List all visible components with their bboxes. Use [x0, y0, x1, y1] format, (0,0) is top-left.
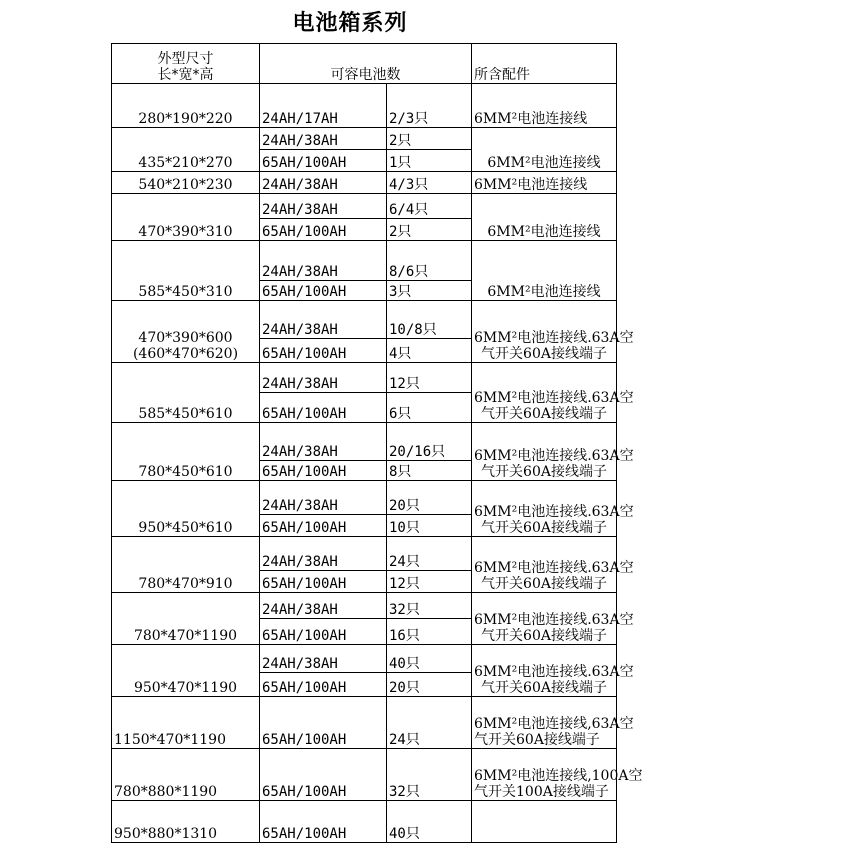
battery-qty-cell: 1只	[387, 150, 472, 172]
battery-type-cell: 24AH/38AH	[260, 301, 387, 339]
table-row	[112, 241, 617, 281]
battery-type-cell: 24AH/38AH	[260, 537, 387, 571]
accessories-cell: 6MM²电池连接线	[472, 84, 617, 128]
battery-qty-cell: 12只	[387, 571, 472, 593]
battery-type-cell: 65AH/100AH	[260, 619, 387, 645]
battery-type-cell: 24AH/38AH	[260, 241, 387, 281]
battery-qty-cell: 6/4只	[387, 194, 472, 219]
table-row	[112, 481, 617, 515]
battery-qty-cell: 3只	[387, 281, 472, 301]
battery-type-cell: 65AH/100AH	[260, 673, 387, 697]
battery-qty-cell: 4/3只	[387, 172, 472, 194]
battery-qty-cell: 20只	[387, 481, 472, 515]
battery-type-cell: 24AH/38AH	[260, 172, 387, 194]
battery-qty-cell: 8只	[387, 461, 472, 481]
battery-qty-cell: 10只	[387, 515, 472, 537]
accessories-cell: 6MM²电池连接线	[472, 172, 617, 194]
size-cell: 950*880*1310	[112, 801, 260, 843]
header-capacity: 可容电池数	[260, 44, 472, 84]
size-cell: 780*880*1190	[112, 749, 260, 801]
size-cell: 950*450*610	[112, 481, 260, 537]
size-cell: 540*210*230	[112, 172, 260, 194]
size-cell: 470*390*600 (460*470*620)	[112, 301, 260, 363]
battery-box-table	[111, 43, 643, 843]
battery-type-cell: 65AH/100AH	[260, 393, 387, 423]
battery-type-cell: 24AH/38AH	[260, 645, 387, 673]
battery-qty-cell: 40只	[387, 801, 472, 843]
battery-type-cell: 24AH/38AH	[260, 363, 387, 393]
table-row	[112, 172, 617, 194]
battery-qty-cell: 32只	[387, 749, 472, 801]
battery-qty-cell: 16只	[387, 619, 472, 645]
battery-qty-cell: 2只	[387, 128, 472, 150]
size-cell: 780*450*610	[112, 423, 260, 481]
table-row	[112, 84, 617, 128]
table-row	[112, 801, 617, 843]
size-cell: 1150*470*1190	[112, 697, 260, 749]
battery-qty-cell: 20/16只	[387, 423, 472, 461]
battery-type-cell: 24AH/38AH	[260, 128, 387, 150]
header-size: 外型尺寸 长*宽*高	[112, 44, 260, 84]
table-row	[112, 697, 617, 749]
accessories-cell	[472, 801, 617, 843]
size-cell: 435*210*270	[112, 128, 260, 172]
table-row	[112, 194, 617, 219]
accessories-cell: 6MM²电池连接线.63A空 气开关60A接线端子	[472, 537, 617, 593]
battery-type-cell: 65AH/100AH	[260, 281, 387, 301]
size-cell: 950*470*1190	[112, 645, 260, 697]
accessories-cell: 6MM²电池连接线	[472, 194, 617, 241]
size-cell: 585*450*310	[112, 241, 260, 301]
battery-type-cell: 65AH/100AH	[260, 697, 387, 749]
table-row	[112, 537, 617, 571]
accessories-cell: 6MM²电池连接线	[472, 241, 617, 301]
accessories-cell: 6MM²电池连接线.63A空 气开关60A接线端子	[472, 481, 617, 537]
battery-qty-cell: 8/6只	[387, 241, 472, 281]
accessories-cell: 6MM²电池连接线.63A空 气开关60A接线端子	[472, 423, 617, 481]
battery-type-cell: 24AH/38AH	[260, 593, 387, 619]
battery-qty-cell: 20只	[387, 673, 472, 697]
accessories-cell: 6MM²电池连接线,63A空 气开关60A接线端子	[472, 697, 617, 749]
battery-type-cell: 65AH/100AH	[260, 461, 387, 481]
accessories-cell: 6MM²电池连接线.63A空 气开关60A接线端子	[472, 301, 617, 363]
accessories-cell: 6MM²电池连接线,100A空 气开关100A接线端子	[472, 749, 617, 801]
table-row	[112, 593, 617, 619]
accessories-cell: 6MM²电池连接线.63A空 气开关60A接线端子	[472, 645, 617, 697]
table-row	[112, 301, 617, 339]
battery-qty-cell: 24只	[387, 537, 472, 571]
accessories-cell: 6MM²电池连接线.63A空 气开关60A接线端子	[472, 363, 617, 423]
page-title: 电池箱系列	[292, 11, 408, 36]
size-cell: 780*470*1190	[112, 593, 260, 645]
table-row	[112, 645, 617, 673]
battery-type-cell: 65AH/100AH	[260, 515, 387, 537]
battery-type-cell: 24AH/38AH	[260, 481, 387, 515]
battery-qty-cell: 2只	[387, 219, 472, 241]
battery-qty-cell: 6只	[387, 393, 472, 423]
table-row	[112, 128, 617, 150]
battery-type-cell: 65AH/100AH	[260, 749, 387, 801]
battery-type-cell: 65AH/100AH	[260, 571, 387, 593]
battery-qty-cell: 24只	[387, 697, 472, 749]
size-cell: 470*390*310	[112, 194, 260, 241]
battery-qty-cell: 4只	[387, 339, 472, 363]
battery-qty-cell: 12只	[387, 363, 472, 393]
battery-qty-cell: 2/3只	[387, 84, 472, 128]
size-cell: 585*450*610	[112, 363, 260, 423]
battery-type-cell: 65AH/100AH	[260, 801, 387, 843]
battery-qty-cell: 10/8只	[387, 301, 472, 339]
header-accessories: 所含配件	[472, 44, 617, 84]
battery-qty-cell: 32只	[387, 593, 472, 619]
battery-type-cell: 24AH/38AH	[260, 194, 387, 219]
battery-type-cell: 24AH/38AH	[260, 423, 387, 461]
table-row	[112, 363, 617, 393]
battery-qty-cell: 40只	[387, 645, 472, 673]
header-row	[112, 44, 617, 84]
table-row	[112, 423, 617, 461]
size-cell: 780*470*910	[112, 537, 260, 593]
table-row	[112, 749, 617, 801]
battery-type-cell: 65AH/100AH	[260, 339, 387, 363]
battery-type-cell: 65AH/100AH	[260, 150, 387, 172]
battery-type-cell: 65AH/100AH	[260, 219, 387, 241]
accessories-cell: 6MM²电池连接线	[472, 128, 617, 172]
battery-type-cell: 24AH/17AH	[260, 84, 387, 128]
accessories-cell: 6MM²电池连接线.63A空 气开关60A接线端子	[472, 593, 617, 645]
size-cell: 280*190*220	[112, 84, 260, 128]
